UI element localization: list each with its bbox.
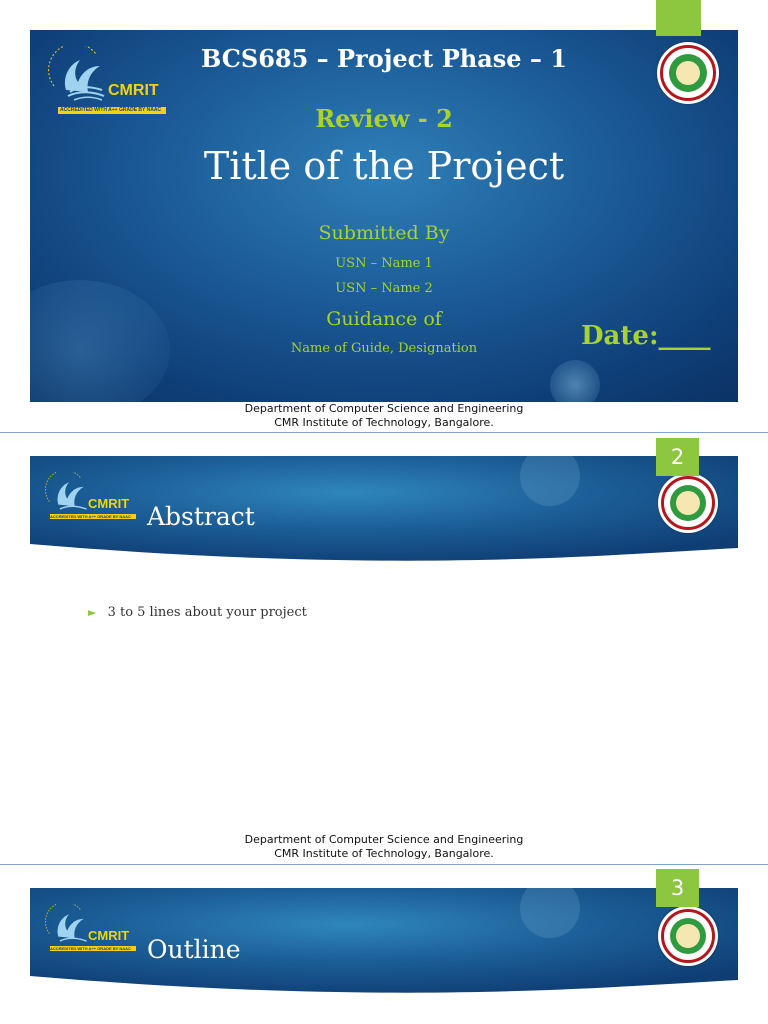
student-usn-2: USN – Name 2 xyxy=(335,281,433,296)
abstract-header-banner xyxy=(30,456,738,568)
student-usn-1: USN – Name 1 xyxy=(335,256,433,271)
slide-divider xyxy=(0,864,768,865)
cmrit-logo xyxy=(42,472,142,522)
cmrit-logo xyxy=(42,904,142,954)
page-number-tab: 2 xyxy=(656,438,699,476)
footer-department: Department of Computer Science and Engineering xyxy=(244,833,524,846)
footer-institute: CMR Institute of Technology, Bangalore. xyxy=(274,416,494,429)
accreditation-strip: ACCREDITED WITH A++ GRADE BY NAAC xyxy=(50,946,136,951)
university-seal-icon xyxy=(658,473,718,533)
date-field: Date:____ xyxy=(581,321,711,351)
guidance-of-label: Guidance of xyxy=(326,308,442,330)
cmrit-brand: CMRIT xyxy=(108,82,159,99)
slide-footer xyxy=(0,402,768,430)
right-triangle-icon: ► xyxy=(88,606,97,619)
slide-divider xyxy=(0,432,768,433)
cmrit-brand: CMRIT xyxy=(88,928,130,943)
accreditation-strip: ACCREDITED WITH A++ GRADE BY NAAC xyxy=(58,107,166,114)
university-seal-icon xyxy=(658,906,718,966)
background-glow xyxy=(550,360,600,402)
submitted-by-label: Submitted By xyxy=(318,222,450,244)
bullet-item: 3 to 5 lines about your project xyxy=(107,605,307,620)
footer-institute: CMR Institute of Technology, Bangalore. xyxy=(274,847,494,860)
project-title: Title of the Project xyxy=(203,144,565,188)
footer-department: Department of Computer Science and Engineering xyxy=(244,402,524,415)
review-label: Review - 2 xyxy=(315,104,453,133)
cmrit-brand: CMRIT xyxy=(88,496,130,511)
course-heading: BCS685 – Project Phase – 1 xyxy=(201,44,567,73)
title-slide xyxy=(30,30,738,402)
cmrit-swan-logo-icon xyxy=(42,472,94,518)
accreditation-strip: ACCREDITED WITH A++ GRADE BY NAAC xyxy=(50,514,136,519)
bullet-list xyxy=(88,601,307,620)
slide-footer xyxy=(0,833,768,861)
guide-name: Name of Guide, Designation xyxy=(290,341,478,356)
page-number-tab: 3 xyxy=(656,869,699,907)
outline-header-banner xyxy=(30,888,738,1000)
university-seal-icon xyxy=(657,42,719,104)
slide-title: Outline xyxy=(147,935,241,964)
slide-title: Abstract xyxy=(147,502,255,531)
cmrit-swan-logo-icon xyxy=(42,904,94,950)
page-number-tab xyxy=(656,0,701,36)
